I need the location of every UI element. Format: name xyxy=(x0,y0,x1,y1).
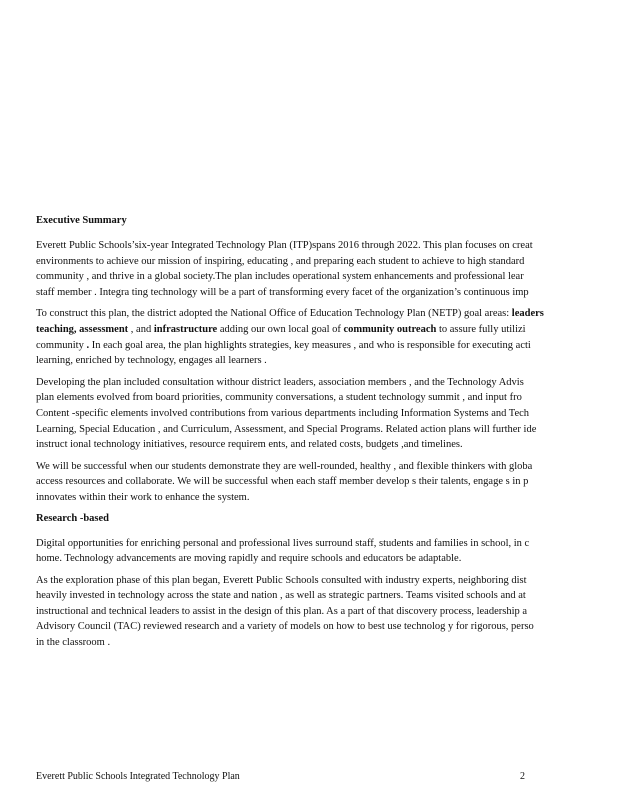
text-line: home. Technology advancements are moving rapidly and require schools and educators be adaptable. xyxy=(36,553,462,565)
text-run: adding our own local goal of xyxy=(217,323,344,335)
bold-term: assessment xyxy=(79,323,129,335)
text-line: heavily invested in technology across the state and nation , as well as strategic partners. Teams visited schools and at xyxy=(36,590,526,602)
netp-goals-paragraph xyxy=(36,306,618,368)
text-line: community , and thrive in a global society.The plan includes operational system enhancements and professional lear xyxy=(36,271,524,283)
success-paragraph xyxy=(36,459,618,506)
text-line: access resources and collaborate. We will be successful when each staff member develop s their talents, engage s in p xyxy=(36,476,529,488)
text-line: instructional and technical leaders to assist in the design of this plan. As a part of that discovery process, leadership a xyxy=(36,605,528,617)
text-line: As the exploration phase of this plan began, Everett Public Schools consulted with industry experts, neighboring dist xyxy=(36,574,527,586)
text-line xyxy=(36,306,618,322)
document-body xyxy=(36,214,618,657)
text-line: in the classroom . xyxy=(36,637,111,649)
exploration-paragraph xyxy=(36,573,618,651)
page-number: 2 xyxy=(520,771,525,782)
text-line: Digital opportunities for enriching personal and professional lives surround staff, students and families in school, in c xyxy=(36,537,530,549)
digital-opportunities-paragraph xyxy=(36,536,618,567)
text-line: Developing the plan included consultation withour district leaders, association members , and the Technology Advis xyxy=(36,376,524,388)
text-run: community xyxy=(36,339,87,351)
text-line: learning, enriched by technology, engages all learners . xyxy=(36,355,267,367)
text-line: Content -specific elements involved contributions from various departments including Information Systems and Tech xyxy=(36,407,530,419)
text-line xyxy=(36,338,618,354)
footer-title: Everett Public Schools Integrated Technology Plan xyxy=(36,771,240,782)
text-run: , and xyxy=(128,323,154,335)
text-line: environments to achieve our mission of inspiring, educating , and preparing each student to achieve to high standard xyxy=(36,255,525,267)
text-run: In each goal area, the plan highlights strategies, key measures , and who is responsible for executing acti xyxy=(89,339,531,351)
text-line: Learning, Special Education , and Curriculum, Assessment, and Special Programs. Related action plans will further ide xyxy=(36,423,537,435)
text-line: Advisory Council (TAC) reviewed research and a variety of models on how to best use technolog y for rigorous, perso xyxy=(36,621,534,633)
text-line: We will be successful when our students demonstrate they are well-rounded, healthy , and flexible thinkers with globa xyxy=(36,460,533,472)
text-line: Everett Public Schools’six-year Integrated Technology Plan (ITP)spans 2016 through 2022. This plan focuses on creat xyxy=(36,240,533,251)
bold-term: leaders xyxy=(511,308,544,320)
research-based-heading: Research -based xyxy=(36,512,110,524)
text-line xyxy=(36,322,618,338)
bold-term: . xyxy=(86,339,90,351)
bold-term: teaching, xyxy=(36,323,77,335)
itp-overview-paragraph xyxy=(36,238,618,300)
bold-term: infrastructure xyxy=(153,323,218,335)
text-line: staff member . Integra ting technology will be a part of transforming every facet of the organization’s continuous imp xyxy=(36,286,529,298)
text-run: To construct this plan, the district adopted the National Office of Education Technology Plan (NETP) goal areas: xyxy=(36,308,512,320)
executive-summary-heading: Executive Summary xyxy=(36,215,127,226)
bold-term: community outreach xyxy=(343,323,437,335)
text-run: to assure fully utilizi xyxy=(436,323,526,335)
text-line: instruct ional technology initiatives, resource requirem ents, and related costs, budgets ,and timelines. xyxy=(36,439,463,451)
text-line: plan elements evolved from board priorities, community conversations, a student technology summit , and input fro xyxy=(36,392,522,404)
text-line: innovates within their work to enhance the system. xyxy=(36,491,250,503)
consultation-paragraph xyxy=(36,375,618,453)
